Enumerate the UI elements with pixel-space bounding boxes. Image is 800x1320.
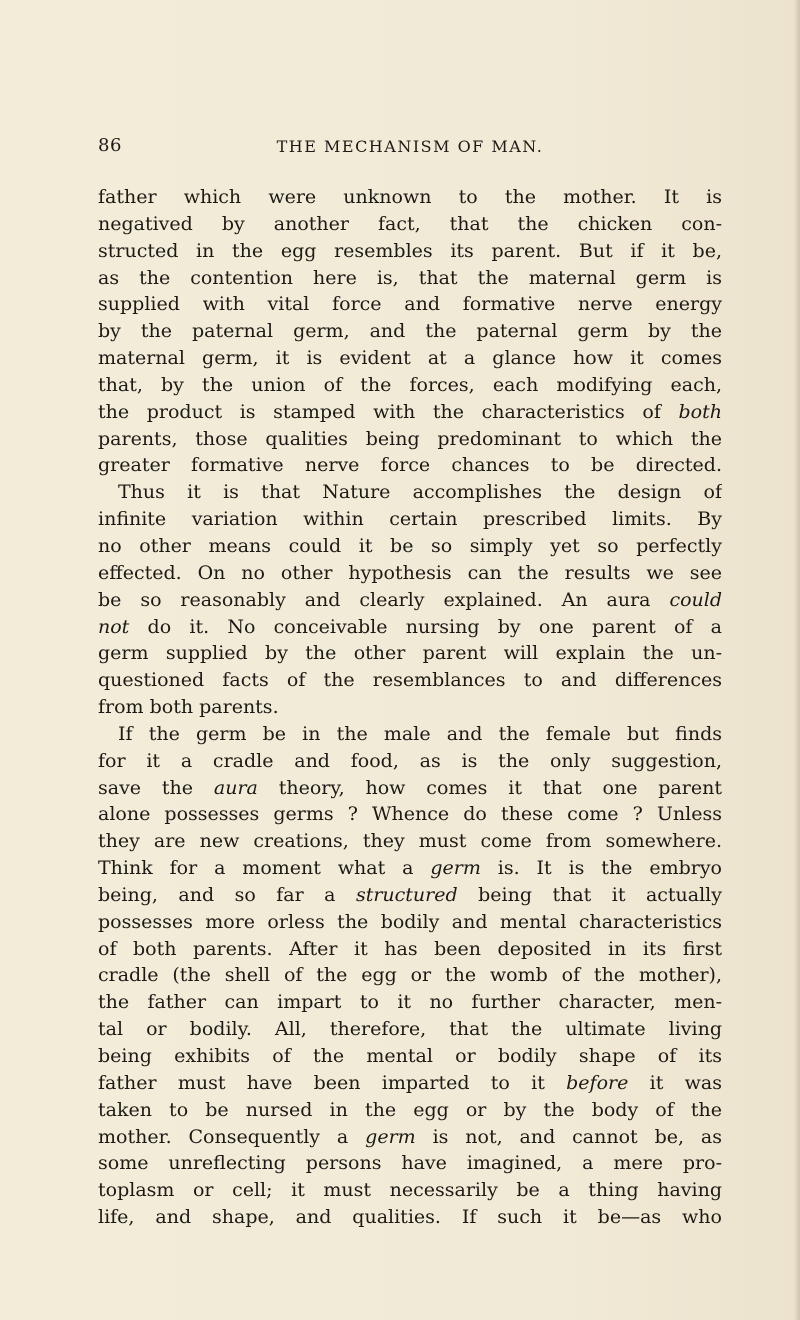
text-segment: being exhibits of the mental or bodily shape of its — [98, 1045, 722, 1067]
text-segment: the father can impart to it no further character, men- — [98, 991, 722, 1014]
text-line — [98, 1124, 722, 1151]
text-segment: effected. On no other hypothesis can the results we see — [98, 561, 722, 584]
text-segment: If the germ be in the male and the female but finds — [118, 722, 722, 745]
text-line — [98, 801, 722, 828]
text-segment: negatived by another fact, that the chicken con- — [98, 212, 722, 235]
text-segment: possesses more orless the bodily and mental characteristics — [98, 910, 722, 933]
text-segment: mother. Consequently a — [98, 1125, 366, 1148]
text-segment: germ supplied by the other parent will explain the un- — [98, 642, 722, 665]
text-line — [98, 1070, 722, 1097]
text-segment: father must have been imparted to it — [98, 1071, 567, 1094]
text-line — [98, 1204, 722, 1231]
text-segment: Think for a moment what a — [98, 857, 431, 880]
text-line — [98, 506, 722, 533]
page-edge-shadow — [794, 0, 800, 1320]
text-segment: being, and so far a — [98, 883, 356, 906]
text-line — [98, 1150, 722, 1177]
text-line — [98, 1043, 722, 1070]
text-segment: infinite variation within certain prescribed limits. By — [98, 508, 722, 531]
text-segment: by the paternal germ, and the paternal germ by the — [98, 320, 722, 343]
text-segment: for it a cradle and food, as is the only suggestion, — [98, 749, 722, 772]
text-segment: being that it actually — [457, 883, 722, 906]
text-segment: do it. No conceivable nursing by one parent of a — [129, 615, 722, 638]
text-line — [98, 372, 722, 399]
italic-text: before — [566, 1071, 629, 1094]
text-segment: some unreflecting persons have imagined, a mere pro- — [98, 1152, 722, 1175]
text-line — [98, 587, 722, 614]
text-line — [98, 721, 722, 748]
text-segment: taken to be nursed in the egg or by the body of the — [98, 1098, 722, 1121]
text-segment: as the contention here is, that the maternal germ is — [98, 266, 722, 289]
text-line — [98, 640, 722, 667]
italic-text: structured — [355, 883, 458, 906]
text-line — [98, 318, 722, 345]
text-segment: from both parents. — [98, 696, 279, 719]
italic-text: both — [678, 400, 722, 423]
text-line — [98, 882, 722, 909]
italic-text: germ — [430, 857, 481, 880]
text-line — [98, 694, 722, 721]
text-segment: it was — [628, 1071, 722, 1094]
text-line — [98, 345, 722, 372]
text-segment: greater formative nerve force chances to be directed. — [98, 454, 722, 477]
text-segment: father which were unknown to the mother. It is — [98, 186, 722, 208]
text-line — [98, 238, 722, 265]
text-line — [98, 989, 722, 1016]
text-line — [98, 775, 722, 802]
text-line — [98, 291, 722, 318]
text-segment: life, and shape, and qualities. If such it be—as who — [98, 1206, 722, 1229]
text-line — [98, 936, 722, 963]
italic-text: could — [669, 588, 722, 611]
page-number: 86 — [98, 135, 122, 156]
text-line — [98, 265, 722, 292]
text-segment: of both parents. After it has been deposited in its first — [98, 937, 722, 960]
text-segment: supplied with vital force and formative nerve energy — [98, 293, 722, 316]
text-segment: no other means could it be so simply yet so perfectly — [98, 534, 722, 557]
text-segment: Thus it is that Nature accomplishes the design of — [118, 481, 722, 504]
text-line — [98, 748, 722, 775]
text-segment: toplasm or cell; it must necessarily be a thing having — [98, 1179, 722, 1202]
text-segment: the product is stamped with the characteristics of — [98, 400, 679, 423]
text-segment: is not, and cannot be, as — [415, 1125, 722, 1148]
text-segment: theory, how comes it that one parent — [257, 776, 722, 799]
text-segment: is. It is the embryo — [480, 857, 722, 880]
text-line — [98, 184, 722, 211]
page-header — [98, 135, 722, 165]
text-segment: tal or bodily. All, therefore, that the ultimate living — [98, 1018, 722, 1041]
text-line — [98, 962, 722, 989]
text-segment: alone possesses germs ? Whence do these come ? Unless — [98, 803, 722, 826]
text-line — [98, 855, 722, 882]
text-line — [98, 909, 722, 936]
text-segment: questioned facts of the resemblances to and differences — [98, 669, 722, 692]
text-segment: save the — [98, 776, 214, 799]
text-line — [98, 399, 722, 426]
text-segment: cradle (the shell of the egg or the womb of the mother), — [98, 964, 722, 987]
text-line — [98, 667, 722, 694]
italic-text: germ — [365, 1125, 416, 1148]
text-segment: parents, those qualities being predominant to which the — [98, 427, 722, 450]
text-segment: be so reasonably and clearly explained. An aura — [98, 588, 670, 611]
text-line — [98, 828, 722, 855]
text-segment: maternal germ, it is evident at a glance how it comes — [98, 347, 722, 370]
text-line — [98, 1016, 722, 1043]
text-segment: they are new creations, they must come from somewhere. — [98, 830, 722, 853]
text-line — [98, 560, 722, 587]
text-line — [98, 426, 722, 453]
running-title: THE MECHANISM OF MAN. — [276, 137, 544, 156]
text-line — [98, 479, 722, 506]
text-line — [98, 614, 722, 641]
text-line — [98, 1097, 722, 1124]
italic-text: aura — [213, 776, 258, 799]
body-text — [98, 184, 722, 1231]
text-segment: structed in the egg resembles its parent. But if it be, — [98, 239, 722, 262]
text-line — [98, 533, 722, 560]
text-line — [98, 1177, 722, 1204]
italic-text: not — [98, 615, 130, 638]
text-line — [98, 211, 722, 238]
text-line — [98, 452, 722, 479]
text-segment: that, by the union of the forces, each modifying each, — [98, 373, 722, 396]
